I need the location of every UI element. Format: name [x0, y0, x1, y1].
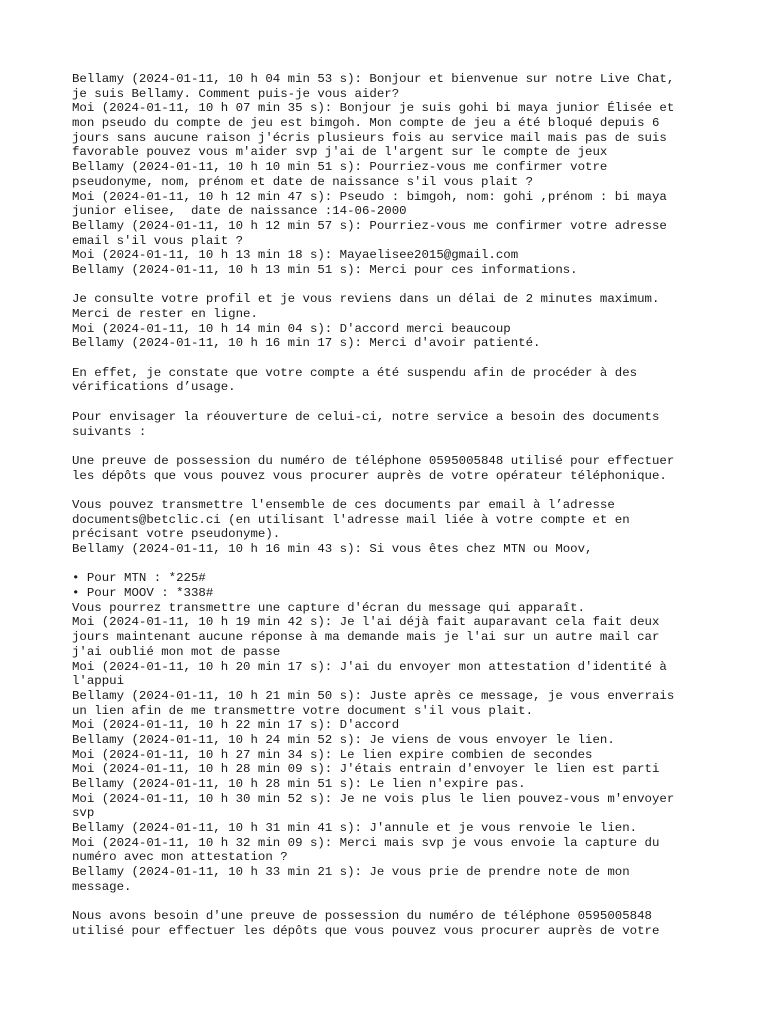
transcript-line: Bellamy (2024-01-11, 10 h 21 min 50 s): Juste après ce message, je vous enverrais: [72, 688, 675, 703]
transcript-line: Moi (2024-01-11, 10 h 30 min 52 s): Je ne vois plus le lien pouvez-vous m'envoyer: [72, 791, 675, 806]
transcript-line: Moi (2024-01-11, 10 h 13 min 18 s): Mayaelisee2015@gmail.com: [72, 248, 519, 263]
blank-line: [72, 439, 696, 454]
blank-line: [72, 483, 696, 498]
transcript-line: Moi (2024-01-11, 10 h 20 min 17 s): J'ai du envoyer mon attestation d'identité à: [72, 659, 667, 674]
transcript-line: junior elisee, date de naissance :14-06-2000: [72, 204, 407, 219]
transcript-line: Nous avons besoin d'une preuve de possession du numéro de téléphone 0595005848: [72, 909, 652, 924]
transcript-line: Bellamy (2024-01-11, 10 h 10 min 51 s): Pourriez-vous me confirmer votre: [72, 160, 608, 175]
transcript-line: Bellamy (2024-01-11, 10 h 13 min 51 s): Merci pour ces informations.: [72, 262, 578, 277]
transcript-line: jours sans aucune raison j'écris plusieurs fois au service mail mais pas de suis: [72, 130, 667, 145]
transcript-line: Moi (2024-01-11, 10 h 22 min 17 s): D'accord: [72, 718, 400, 733]
transcript-line: vérifications d’usage.: [72, 380, 236, 395]
transcript-line: Bellamy (2024-01-11, 10 h 28 min 51 s): Le lien n'expire pas.: [72, 777, 526, 791]
transcript-line: Bellamy (2024-01-11, 10 h 33 min 21 s): Je vous prie de prendre note de mon: [72, 865, 630, 880]
transcript-line: jours maintenant aucune réponse à ma demande mais je l'ai sur un autre mail car: [72, 630, 660, 645]
blank-line: [72, 395, 696, 410]
transcript-line: Vous pouvez transmettre l'ensemble de ces documents par email à l’adresse: [72, 497, 615, 512]
transcript-line: favorable pouvez vous m'aider svp j'ai de l'argent sur le compte de jeux: [72, 145, 608, 160]
transcript-line: En effet, je constate que votre compte a été suspendu afin de procéder à des: [72, 365, 638, 380]
transcript-line: j'ai oublié mon mot de passe: [72, 644, 281, 659]
transcript-line: numéro avec mon attestation ?: [72, 850, 288, 865]
transcript-line: Bellamy (2024-01-11, 10 h 12 min 57 s): Pourriez-vous me confirmer votre adresse: [72, 218, 667, 233]
transcript-line: un lien afin de me transmettre votre document s'il vous plait.: [72, 703, 534, 718]
transcript-line: mon pseudo du compte de jeu est bimgoh. Mon compte de jeu a été bloqué depuis 6: [72, 116, 660, 131]
blank-line: [72, 278, 696, 293]
transcript-line: svp: [72, 806, 95, 821]
transcript-line: suivants :: [72, 424, 147, 439]
transcript-line: pseudonyme, nom, prénom et date de naissance s'il vous plait ?: [72, 174, 534, 189]
transcript-line: documents@betclic.ci (en utilisant l'adresse mail liée à votre compte et en: [72, 512, 630, 527]
transcript-line: Bellamy (2024-01-11, 10 h 16 min 17 s): Merci d'avoir patienté.: [72, 336, 541, 351]
transcript-line: Je consulte votre profil et je vous reviens dans un délai de 2 minutes maximum.: [72, 292, 660, 307]
blank-line: [72, 557, 696, 572]
transcript-line: utilisé pour effectuer les dépôts que vous pouvez vous procurer auprès de votre: [72, 923, 660, 938]
transcript-line: message.: [72, 879, 132, 894]
transcript-line: Moi (2024-01-11, 10 h 19 min 42 s): Je l'ai déjà fait auparavant cela fait deux: [72, 615, 660, 630]
transcript-line: l'appui: [72, 674, 125, 689]
transcript-line: Moi (2024-01-11, 10 h 27 min 34 s): Le lien expire combien de secondes: [72, 747, 593, 762]
transcript-line: email s'il vous plait ?: [72, 233, 244, 248]
transcript-line: • Pour MOOV : *338#: [72, 586, 214, 601]
transcript-line: Bellamy (2024-01-11, 10 h 16 min 43 s): Si vous êtes chez MTN ou Moov,: [72, 542, 593, 556]
transcript-line: Bellamy (2024-01-11, 10 h 24 min 52 s): Je viens de vous envoyer le lien.: [72, 732, 615, 747]
transcript-line: Moi (2024-01-11, 10 h 32 min 09 s): Merci mais svp je vous envoie la capture du: [72, 835, 660, 850]
transcript-line: Vous pourrez transmettre une capture d'écran du message qui apparaît.: [72, 600, 586, 615]
transcript-line: Pour envisager la réouverture de celui-ci, notre service a besoin des documents: [72, 409, 660, 424]
transcript-line: Moi (2024-01-11, 10 h 07 min 35 s): Bonjour je suis gohi bi maya junior Élisée et: [72, 101, 675, 116]
transcript-line: je suis Bellamy. Comment puis-je vous aider?: [72, 86, 400, 101]
transcript-line: précisant votre pseudonyme).: [72, 527, 281, 542]
transcript-line: Moi (2024-01-11, 10 h 12 min 47 s): Pseudo : bimgoh, nom: gohi ,prénom : bi maya: [72, 189, 667, 204]
blank-line: [72, 351, 696, 366]
transcript-line: Une preuve de possession du numéro de téléphone 0595005848 utilisé pour effectuer: [72, 453, 675, 468]
chat-transcript: [72, 72, 696, 939]
transcript-line: les dépôts que vous pouvez vous procurer auprès de votre opérateur téléphonique.: [72, 468, 667, 483]
transcript-line: Merci de rester en ligne.: [72, 307, 258, 321]
transcript-line: Bellamy (2024-01-11, 10 h 31 min 41 s): J'annule et je vous renvoie le lien.: [72, 821, 638, 836]
transcript-line: Bellamy (2024-01-11, 10 h 04 min 53 s): Bonjour et bienvenue sur notre Live Chat,: [72, 72, 675, 86]
transcript-line: Moi (2024-01-11, 10 h 14 min 04 s): D'accord merci beaucoup: [72, 321, 511, 336]
transcript-line: • Pour MTN : *225#: [72, 571, 206, 586]
blank-line: [72, 895, 696, 910]
transcript-line: Moi (2024-01-11, 10 h 28 min 09 s): J'étais entrain d'envoyer le lien est parti: [72, 762, 660, 777]
